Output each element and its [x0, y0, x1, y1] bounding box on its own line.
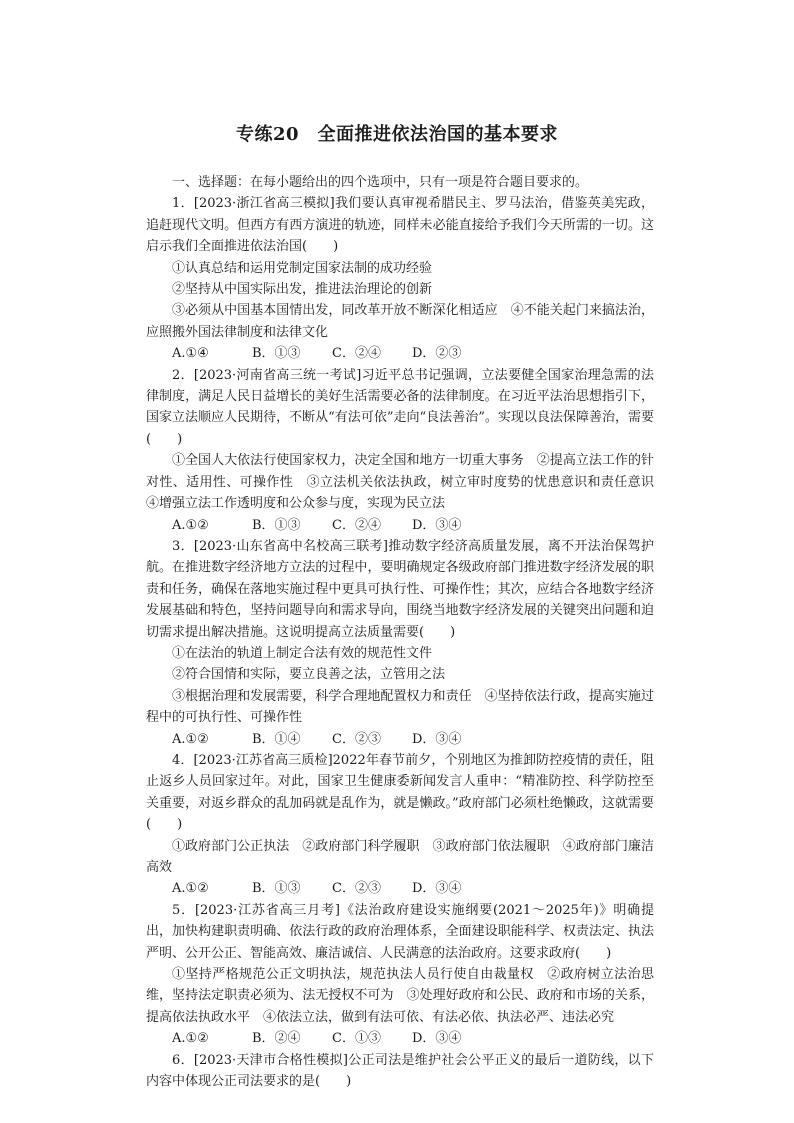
question-stem: 3．[2023·山东省高中名校高三联考]推动数字经济高质量发展，离不开法治保驾护航。在推进数字经济地方立法的过程中，要明确规定各级政府部门推进数字经济发展的职责和任务，确保在落地实施过程中更具可执行性、可操作性；其次，应结合各地数字经济发展基础和特色，坚持问题导向和需求导向，围绕当地数字经济发展的关键突出问题和迫切需求提出解决措施。这说明提高立法质量需要( ): [146, 538, 654, 640]
answer-choices: [146, 729, 654, 750]
answer-choices: [146, 878, 654, 899]
section-heading: 一、选择题：在每小题给出的四个选项中，只有一项是符合题目要求的。: [172, 175, 589, 190]
choice-c[interactable]: C．②③: [332, 881, 381, 897]
question-content: [146, 172, 668, 1092]
statement: ①在法治的轨道上制定合法有效的规范性文件: [172, 645, 433, 661]
question-stem: 2．[2023·河南省高三统一考试]习近平总书记强调，立法要健全国家治理急需的法律制度，满足人民日益增长的美好生活需要必备的法律制度。在习近平法治思想指引下，国家立法顺应人民期待，不断从“有法可依”走向“良法善治”。实现以良法保障善治，需要( ): [146, 367, 654, 447]
statement: ①认真总结和运用党制定国家法制的成功经验: [172, 260, 433, 276]
question-1: [146, 193, 654, 364]
choice-a[interactable]: A.①④: [172, 346, 209, 362]
choice-c[interactable]: C．②④: [332, 517, 381, 533]
statement: ③根据治理和发展需要，科学合理地配置权力和责任 ④坚持依法行政，提高实施过程中的可执行性、可操作性: [146, 688, 654, 726]
choice-a[interactable]: A.①②: [172, 731, 209, 747]
statement: ③必须从中国基本国情出发，同改革开放不断深化相适应 ④不能关起门来搞法治，应照搬外国法律制度和法律文化: [146, 303, 654, 340]
choice-c[interactable]: C．①③: [332, 1031, 381, 1047]
question-stem: 1．[2023·浙江省高三模拟]我们要认真审视希腊民主、罗马法治，借鉴英美宪政，追赶现代文明。但西方有西方演进的轨迹，同样未必能直接给予我们今天所需的一切。这启示我们全面推进依法治国( ): [146, 196, 654, 255]
choice-b[interactable]: B．①③: [252, 346, 301, 362]
question-4: [146, 750, 654, 900]
statement: ①全国人大依法行使国家权力，决定全国和地方一切重大事务 ②提高立法工作的针对性、适用性、可操作性 ③立法机关依法执政，树立审时度势的忧患意识和责任意识 ④增强立法工作透明度和公众参与度，实现为民立法: [146, 453, 668, 512]
question-stem: 6．[2023·天津市合格性模拟]公正司法是维护社会公平正义的最后一道防线，以下内容中体现公正司法要求的是( ): [146, 1052, 654, 1090]
choice-c[interactable]: C．②④: [332, 346, 381, 362]
question-stem: 4．[2023·江苏省高三质检]2022年春节前夕，个别地区为推卸防控疫情的责任，阻止返乡人员回家过年。对此，国家卫生健康委新闻发言人重申：“精准防控、科学防控至关重要，对返乡群众的乱加码就是乱作为，就是懒政。”政府部门必须杜绝懒政，这就需要( ): [146, 752, 654, 833]
choice-d[interactable]: D．③④: [412, 731, 462, 747]
question-3: [146, 536, 654, 750]
question-stem: 5．[2023·江苏省高三月考]《法治政府建设实施纲要(2021～2025年)》明确提出，加快构建职责明确、依法行政的政府治理体系，全面建设职能科学、权责法定、执法严明、公开公正、智能高效、廉洁诚信、人民满意的法治政府。这要求政府( ): [146, 902, 654, 961]
page-title: 专练20 全面推进依法治国的基本要求: [235, 124, 559, 145]
choice-a[interactable]: A.①②: [172, 1031, 209, 1047]
choice-d[interactable]: D．②③: [412, 346, 462, 362]
choice-b[interactable]: B．①③: [252, 517, 301, 533]
choice-a[interactable]: A.①②: [172, 881, 209, 897]
choice-d[interactable]: D．③④: [412, 1031, 462, 1047]
answer-choices: [146, 515, 654, 536]
choice-c[interactable]: C．②③: [332, 731, 381, 747]
choice-b[interactable]: B．①④: [252, 731, 301, 747]
question-2: [146, 365, 668, 536]
choice-d[interactable]: D．③④: [412, 881, 462, 897]
choice-b[interactable]: B．①③: [252, 881, 301, 897]
answer-choices: [146, 1028, 654, 1049]
question-5: [146, 900, 654, 1050]
choice-d[interactable]: D．③④: [412, 517, 462, 533]
statement: ②符合国情和实际，要立良善之法，立管用之法: [172, 667, 446, 683]
choice-a[interactable]: A.①②: [172, 517, 209, 533]
question-6: [146, 1050, 654, 1093]
statement: ②坚持从中国实际出发，推进法治理论的创新: [172, 282, 433, 298]
choice-b[interactable]: B．②④: [252, 1031, 301, 1047]
statement: ①政府部门公正执法 ②政府部门科学履职 ③政府部门依法履职 ④政府部门廉洁高效: [146, 838, 654, 875]
answer-choices: [146, 343, 654, 364]
statement: ①坚持严格规范公正文明执法，规范执法人员行使自由裁量权 ②政府树立法治思维，坚持法定职责必须为、法无授权不可为 ③处理好政府和公民、政府和市场的关系，提高依法执政水平 ④依法立法，做到有法可依、有法必依、执法必严、违法必究: [146, 967, 654, 1025]
